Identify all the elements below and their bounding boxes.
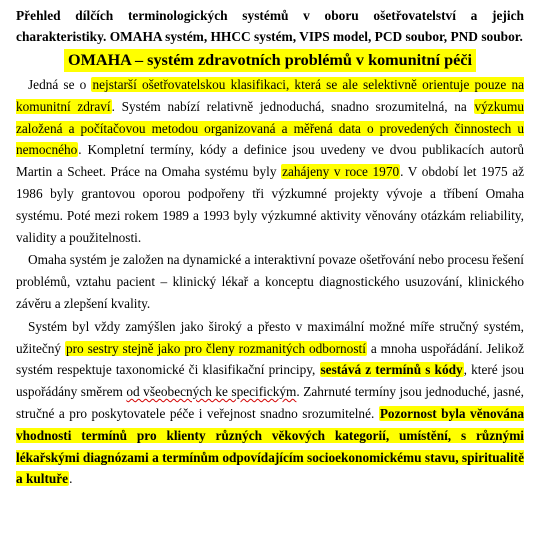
- p3-highlight-1: pro sestry stejně jako pro členy rozmanitých odborností: [65, 340, 366, 356]
- p3-text-1: Systém byl vždy zamýšlen jako široký a přesto v maximální možné míře stručný systém, užitečný: [16, 318, 524, 356]
- p3-spellcheck-underline: od všeobecných ke specifickým: [126, 384, 297, 400]
- p1-text-4: . V období let 1975 až 1986 byly grantovou oporou podpořeny tři výzkumné projekty vývoje a tříbení Omaha systému. Poté mezi rokem 1989 a 1993 byly výzkumné aktivity věnovány otázkám reliability, validity a použitelnosti.: [16, 164, 525, 245]
- p3-highlight-2: sestává z termínů s kódy: [320, 362, 463, 378]
- p3-text-3: , které jsou uspořádány směrem: [16, 362, 524, 400]
- p3-highlight-3: Pozornost byla věnována vhodnosti termínů pro klienty různých věkových kategorií, umístění, s různými lékařskými diagnózami a termínům odpovídajícím socioekonomickému stavu, spiritualitě a kultuře: [16, 405, 524, 487]
- section-title: OMAHA – systém zdravotních problémů v komunitní péči: [64, 49, 476, 72]
- p1-text-2: . Systém nabízí relativně jednoduchá, snadno srozumitelná, na: [111, 98, 474, 114]
- p3-text-4: . Zahrnuté termíny jsou jednoduché, jasné, stručné a pro poskytovatele péče i veřejnost snadno srozumitelné.: [16, 384, 524, 421]
- paragraph-1: [16, 74, 524, 248]
- paragraph-3: [16, 316, 524, 490]
- p1-text-1: Jedná se o: [28, 77, 92, 92]
- p3-text-5: .: [69, 471, 73, 487]
- p1-highlight-1: nejstarší ošetřovatelskou klasifikaci, která se ale selektivně orientuje pouze na komunitní zdraví: [16, 77, 524, 114]
- p1-highlight-2: výzkumu založená a počítačovou metodou organizovaná a měřená data o provedených činnostech u nemocného: [16, 98, 524, 158]
- section-title-row: [16, 49, 524, 72]
- paragraph-2: Omaha systém je založen na dynamické a interaktivní povaze ošetřování nebo procesu řešení problémů, vztahu pacient – klinický lékař a konceptu diagnostického usuzování, klinického závěru a zlepšení kvality.: [16, 252, 524, 311]
- p1-text-3: . Kompletní termíny, kódy a definice jsou uvedeny ve dvou publikacích autorů Martin a Scheet. Práce na Omaha systému byly: [16, 142, 524, 180]
- document-header: Přehled dílčích terminologických systémů v oboru ošetřovatelství a jejich charakteristiky. OMAHA systém, HHCC systém, VIPS model, PCD soubor, PND soubor.: [16, 8, 524, 44]
- p3-text-2: a mnoha uspořádání. Jelikož systém respektuje taxonomické či klasifikační principy,: [16, 340, 524, 378]
- p1-highlight-3: zahájeny v roce 1970: [282, 164, 400, 180]
